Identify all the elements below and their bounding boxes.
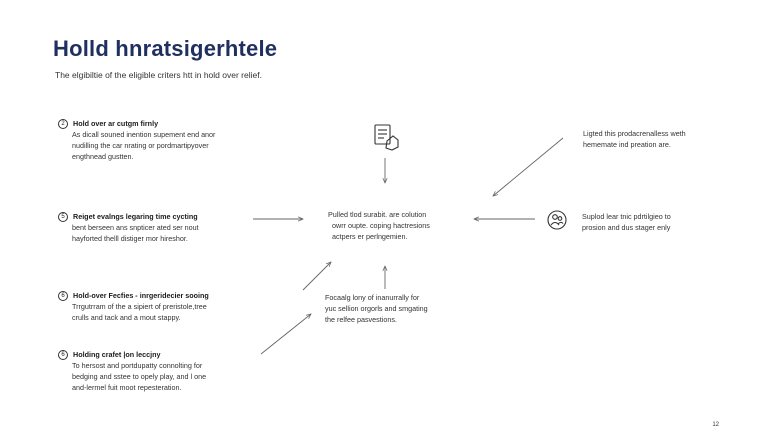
left-item-3-body [58,301,209,323]
center-item-1-line-1: Pulled tlod surabit. are colution [328,210,427,219]
left-item-2 [58,211,199,244]
left-item-4-heading-row [58,349,206,360]
people-circle-icon [548,211,566,229]
page-title: Holld hnratsigerhtele [53,36,278,61]
left-item-1-body [58,129,215,162]
page-number: 12 [712,422,719,428]
left-item-2-line-1: bent berseen ans snpticer ated ser nout [72,223,199,232]
left-item-2-line-2: hayforted thelll distiger mor hireshor. [72,234,188,243]
left-item-4-line-3: and-lermel fuit moot repesteration. [72,383,182,392]
center-item-2-line-2: yuc sellion orgorls and smgating [325,304,428,313]
left-item-2-heading: Reiget evalngs legaring time cycting [73,212,198,221]
left-item-4 [58,349,206,393]
number-badge: 2 [58,119,68,129]
arrow-diagonal-mid [303,262,331,290]
center-item-2-line-3: the relfee pasvestions. [325,315,397,324]
center-item-1-line-3: actpers er perlngemien. [332,232,408,241]
number-badge: 5 [58,212,68,222]
left-item-1 [58,118,215,162]
left-item-2-body [58,222,199,244]
center-item-2 [325,292,428,325]
right-item-1 [583,128,686,150]
left-item-4-line-1: To hersost and portdupatty connolting for [72,361,203,370]
left-item-3-line-2: crulls and tack and a mout stappy. [72,313,181,322]
number-badge: 6 [58,291,68,301]
left-item-1-line-2: nudilling the car nrating or pordmartipyover [72,141,209,150]
arrow-diagonal-top-right [493,138,563,196]
left-item-4-heading: Holding crafet |on leccjny [73,350,161,359]
number-badge: 6 [58,350,68,360]
left-item-3 [58,290,209,323]
document-hand-icon [375,125,398,150]
center-item-1 [328,209,430,242]
center-item-1-line-2: owrr oupte. coping hactresions [332,221,430,230]
left-item-1-line-3: engthnead gustten. [72,152,134,161]
arrow-diagonal-bottom [261,314,311,354]
left-item-4-body [58,360,206,393]
left-item-1-line-1: As dicall souned inention supement end anor [72,130,216,139]
left-item-3-heading-row [58,290,209,301]
right-item-2-line-1: Suplod lear tnic pdrtilgieo to [582,212,671,221]
right-item-1-line-1: Ligted this prodacrenalless weth [583,129,686,138]
left-item-3-heading: Hold-over Fecfies - inrgeridecier sooing [73,291,209,300]
center-item-2-line-1: Focaalg lony of inanurrally for [325,293,420,302]
left-item-1-heading-row [58,118,215,129]
right-item-1-line-2: hememate ind preation are. [583,140,671,149]
right-item-2 [582,211,671,233]
right-item-2-line-2: prosion and dus stager enly [582,223,671,232]
left-item-1-heading: Hold over ar cutgm firnly [73,119,159,128]
left-item-3-line-1: Trrgutrram of the a sipiert of preristole,tree [72,302,207,311]
left-item-2-heading-row [58,211,199,222]
page-subtitle: The elgibiltie of the eligible criters htt in hold over relief. [55,70,262,80]
left-item-4-line-2: bedging and sstee to opely play, and l one [72,372,207,381]
